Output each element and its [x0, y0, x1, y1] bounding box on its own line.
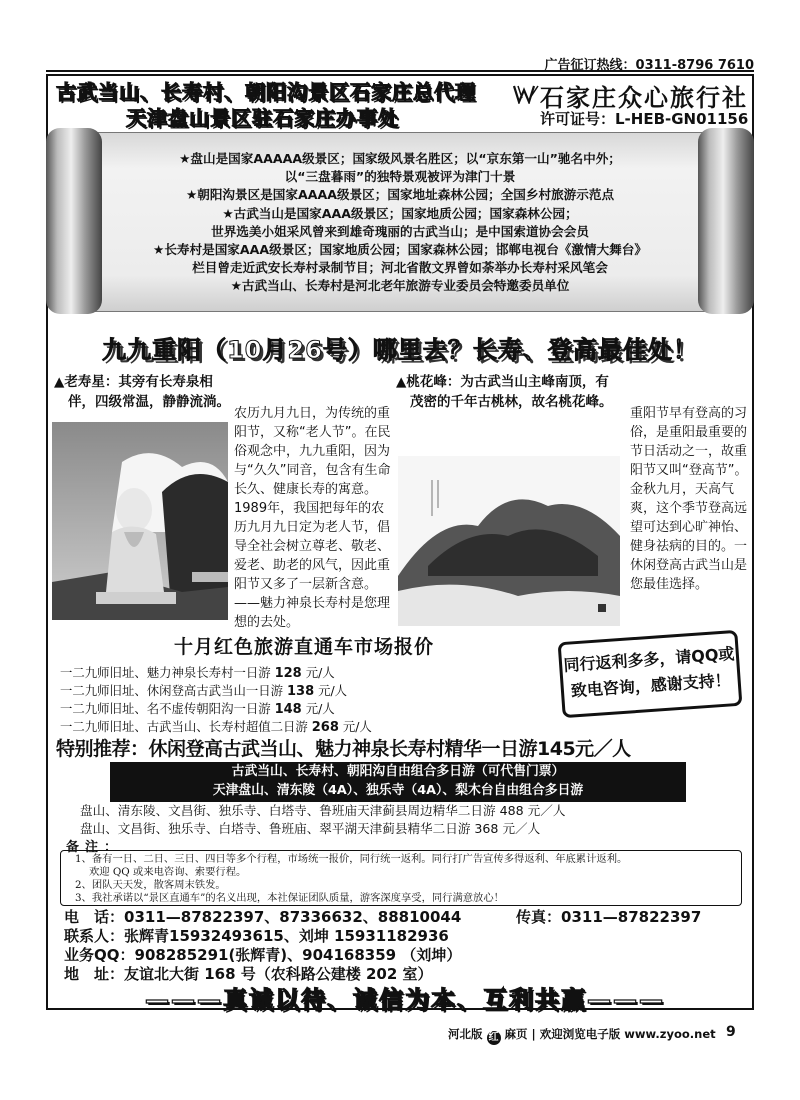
route-price: 148: [274, 702, 302, 717]
caption-right: [396, 372, 613, 412]
article-left: [234, 404, 394, 632]
highlight-line: ★古武当山是国家AAA级景区；国家地质公园；国家森林公园；: [222, 205, 578, 221]
main-title: 九九重阳（10月26号）哪里去？长寿、登高最佳处！: [102, 336, 698, 364]
notes-box: [60, 850, 742, 906]
route-item: [60, 682, 372, 700]
highlight-line: 以“三盘暮雨”的独特景观被评为津门十景: [284, 169, 516, 185]
agent-line-1: 古武当山、长寿村、朝阳沟景区石家庄总代理: [56, 80, 476, 104]
article-right-text: 重阳节早有登高的习俗，是重阳最重要的节日活动之一，故重阳节又叫“登高节”。金秋九月，天高气爽，这个季节登高远望可达到心旷神怡、健身祛病的目的。一休闲登高古武当山是您最佳选择。: [630, 406, 748, 592]
route-name: 一二九师旧址、休闲登高古武当山一日游: [60, 683, 284, 698]
note-line: 欢迎 QQ 或来电咨询、索要行程。: [89, 866, 247, 878]
address-label: 地 址：: [64, 965, 125, 983]
phone-label: 电 话：: [64, 908, 125, 926]
route-name: 一二九师旧址、名不虚传朝阳沟一日游: [60, 701, 271, 716]
route-list: [60, 664, 372, 736]
caption-left: [54, 372, 230, 412]
scroll-roller-left: [46, 128, 102, 314]
address-value: 友谊北大街 168 号（农科路公建楼 202 室）: [124, 965, 433, 983]
article-right: [630, 404, 748, 594]
contact-people-row: [64, 925, 449, 946]
welcome-text: 欢迎浏览电子版: [539, 1027, 621, 1041]
promo-line: 同行返利多多，请QQ或: [562, 644, 736, 675]
multi-day-banner: [110, 762, 686, 802]
people-value: 张辉青15932493615、刘坤 15931182936: [124, 927, 449, 945]
route-unit: 元/人: [342, 719, 372, 734]
route-item: [60, 664, 372, 682]
caption-line: 茂密的千年古桃林，故名桃花峰。: [410, 394, 613, 410]
highlight-line: 世界选美小姐采风曾来到雄奇瑰丽的古武当山；是中国索道协会会员: [211, 223, 589, 239]
peach-peak-photo: [398, 456, 620, 626]
fax-value: 0311—87822397: [561, 908, 702, 926]
top-divider: [46, 70, 754, 72]
site-link[interactable]: www.zyoo.net: [624, 1027, 716, 1041]
edition-label: 河北版: [448, 1027, 483, 1041]
multi-day-line: 天津盘山、清东陵（4A）、独乐寺（4A）、梨木台自由组合多日游: [212, 783, 584, 798]
multi-day-line: 古武当山、长寿村、朝阳沟自由组合多日游（可代售门票）: [231, 764, 565, 779]
license-number: 许可证号：L-HEB-GN01156: [540, 110, 749, 128]
footer: [448, 1026, 716, 1045]
qq-row: [64, 944, 461, 965]
tianjin-route: 盘山、文昌街、独乐寺、白塔寺、鲁班庙、翠平湖天津蓟县精华二日游 368 元／人: [80, 821, 541, 836]
scroll-roller-right: [698, 128, 754, 314]
note-line: 1、备有一日、二日、三日、四日等多个行程，市场统一报价，同行统一返利。同行打广告宣传多得返利、年底累计返利。: [75, 853, 628, 865]
phone-row: [64, 906, 461, 927]
ad-hotline: 广告征订热线：0311-8796 7610: [544, 58, 754, 73]
qq-label: 业务QQ：: [64, 946, 135, 964]
route-item: [60, 700, 372, 718]
highlight-line: ★朝阳沟景区是国家AAAA级景区；国家地址森林公园；全国乡村旅游示范点: [185, 187, 615, 203]
price-title: 十月红色旅游直通车市场报价: [174, 636, 435, 658]
agency-logo-icon: [512, 84, 540, 104]
route-price: 128: [274, 666, 302, 681]
agent-line-2: 天津盘山景区驻石家庄办事处: [126, 106, 399, 130]
phone-value: 0311—87822397、87336632、88810044: [124, 908, 462, 926]
longevity-statue-photo: [52, 422, 228, 620]
people-label: 联系人：: [64, 927, 125, 945]
route-unit: 元/人: [318, 683, 348, 698]
tianjin-routes: [80, 802, 565, 838]
highlight-line: ★盘山是国家AAAAA级景区；国家级风景名胜区；以“京东第一山”驰名中外；: [179, 151, 621, 166]
tianjin-route: 盘山、清东陵、文昌街、独乐寺、白塔寺、鲁班庙天津蓟县周边精华二日游 488 元／人: [80, 803, 566, 818]
article-left-text: 农历九月九日，为传统的重阳节，又称“老人节”。在民俗观念中，九九重阳，因为与“久久”同音，包含有生命长久、健康长寿的寓意。1989年，我国把每年的农历九月九日定为老人节，倡导全社会树立尊老、敬老、爱老、助老的风气，因此重阳节又多了一层新含意。——魅力神泉长寿村是您理想的去处。: [234, 406, 391, 630]
caption-line: ▲老寿星：其旁有长寿泉相: [54, 374, 213, 390]
special-recommendation: 特别推荐：休闲登高古武当山、魅力神泉长寿村精华一日游145元／人: [56, 738, 631, 760]
route-unit: 元/人: [305, 665, 335, 680]
rebate-promo-badge: [558, 630, 743, 718]
highlights-list: [110, 150, 690, 296]
fax-label: 传真：: [516, 908, 562, 926]
route-price: 268: [311, 720, 339, 735]
promo-line: 致电咨询，感谢支持！: [570, 670, 732, 701]
notes-label: 备注：: [66, 840, 124, 855]
qq-value: 908285291(张辉青)、904168359 （刘坤）: [134, 946, 462, 964]
highlight-line: 栏目曾走近武安长寿村录制节目；河北省散文界曾如荼举办长寿村采风笔会: [192, 260, 608, 276]
caption-line: 伴，四级常温，静静流淌。: [68, 394, 230, 410]
page-name: 麻页: [504, 1027, 528, 1041]
highlight-line: ★古武当山、长寿村是河北老年旅游专业委员会特邀委员单位: [230, 278, 570, 294]
route-unit: 元/人: [305, 701, 335, 716]
footer-divider: |: [531, 1027, 536, 1041]
caption-line: ▲桃花峰：为古武当山主峰南顶，有: [396, 374, 609, 390]
page-number: 9: [726, 1024, 736, 1040]
fax-row: [516, 906, 701, 927]
slogan: ———真诚以待、诚信为本、互利共赢———: [145, 986, 665, 1014]
note-line: 3、我社承诺以“景区直通车”的名义出现，本社保证团队质量，游客深度享受，同行满意放心！: [75, 892, 504, 904]
red-badge-icon: 红: [488, 1032, 499, 1043]
agency-name: 石家庄众心旅行社: [540, 83, 748, 112]
route-name: 一二九师旧址、古武当山、长寿村超值二日游: [60, 719, 308, 734]
route-price: 138: [286, 684, 315, 699]
route-name: 一二九师旧址、魅力神泉长寿村一日游: [60, 665, 271, 680]
highlight-line: ★长寿村是国家AAA级景区；国家地质公园；国家森林公园；邯郸电视台《激情大舞台》: [153, 242, 647, 258]
note-line: 2、团队天天发，散客周末铁发。: [75, 879, 226, 891]
